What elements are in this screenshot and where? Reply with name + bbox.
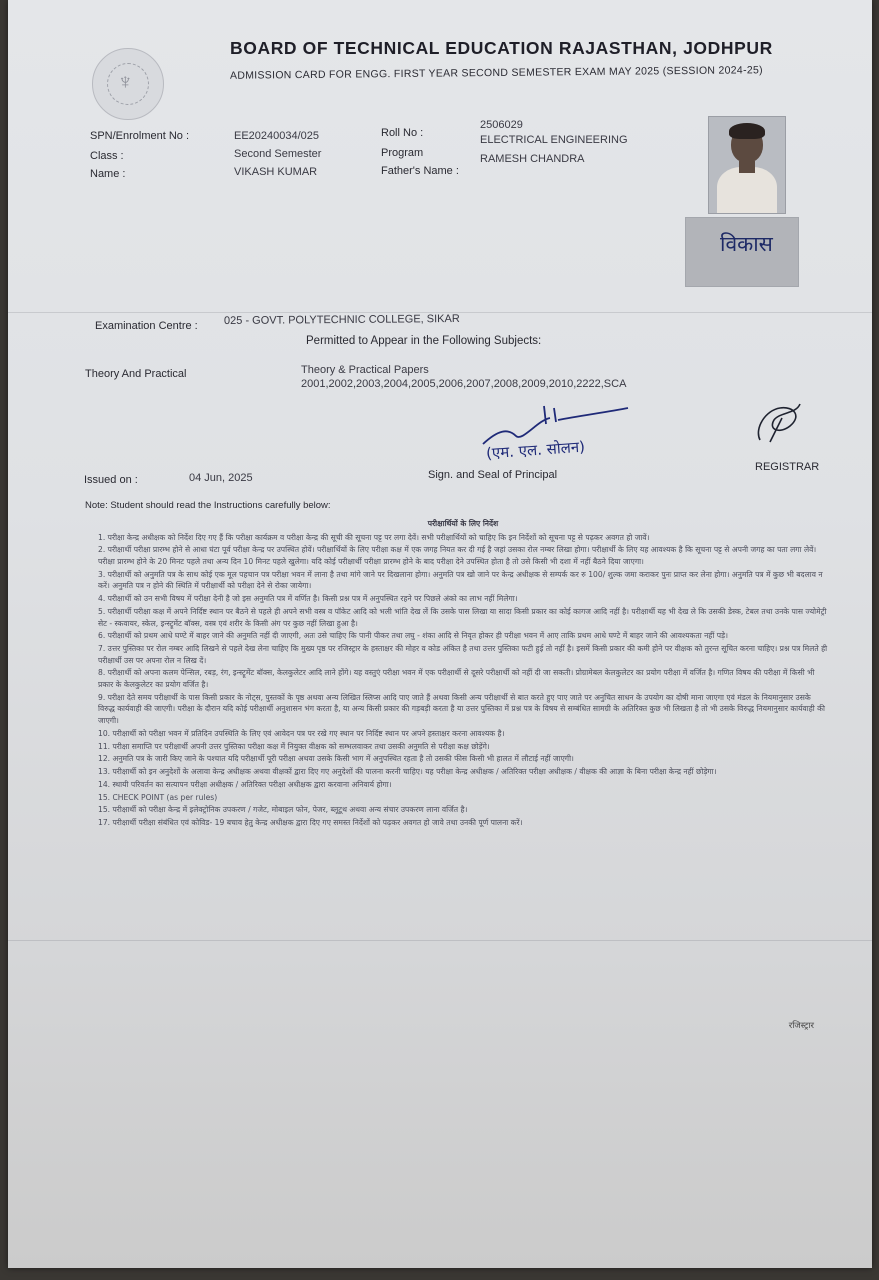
registrar-label: REGISTRAR	[755, 461, 820, 473]
spn-label: SPN/Enrolment No :	[90, 130, 190, 142]
fold-line	[8, 940, 872, 941]
instruction-item: 9. परीक्षा देते समय परीक्षार्थी के पास किसी प्रकार के नोट्स, पुस्तकों के पृष्ठ अथवा अन्य लिखित स्लिप्स आदि पाए जाते हैं अथवा किसी अन्य परीक्षार्थी से बात करते हुए पाए जाते पर अनुचित साधन के उपयोग का दोषी माना जाएगा एवं मंडल के नियमानुसार उसके विरुद्ध कार्यवाही की जाएगी। परीक्षा के दौरान यदि कोई परीक्षार्थी अनुशासन भंग करता है, या अन्य किसी प्रकार की गड़बड़ी करता है या उत्तर पुस्तिका में प्रश्न पत्र के विषय से सम्बंधित सामग्री के अतिरिक्त कुछ भी लिखता है तो भी उसके विरुद्ध नियमानुसार कार्यवाही की जाएगी।	[98, 692, 825, 725]
instruction-item: 2. परीक्षार्थी परीक्षा प्रारम्भ होने से आधा घंटा पूर्व परीक्षा केन्द्र पर उपस्थित होवें। परीक्षार्थियों के लिए परीक्षा कक्ष में एक जगह नियत कर दी गई है जहां उसका रोल नम्बर लिखा होगा। परीक्षार्थी के लिए यह आवश्यक है कि सूचना पट्ट से अपनी जगह का पता लगा लेवें। परीक्षा प्रारम्भ होने के 20 मिनट पहले तथा अन्य दिन 10 मिनट पहले खुलेगा। यदि कोई परीक्षार्थी परीक्षा प्रारम्भ होने के बाद परीक्षा देने उपस्थित होता है तो उसे किसी भी दशा में नहीं बैठने दिया जाएगा।	[98, 545, 817, 566]
instruction-item: 3. परीक्षार्थी को अनुमति पत्र के साथ कोई एक मूल पहचान पत्र परीक्षा भवन में लाना है तथा मांगे जाने पर दिखलाना होगा। अनुमति पत्र खो जाने पर केन्द्र अधीक्षक से सम्पर्क कर रु 100/ शुल्क जमा कराकर पुनः प्राप्त कर लेना होगा। अनुमति पत्र में कुछ भी बदलाव न करें। अनुमति पत्र न होने की स्थिति में परीक्षार्थी को परीक्षा देने से रोका जायेगा।	[98, 569, 823, 591]
centre-label: Examination Centre :	[95, 320, 198, 332]
instruction-item: 15. परीक्षार्थी को परीक्षा केन्द्र में इलेक्ट्रोनिक उपकरण / गजेट, मोबाइल फोन, पेजर, ब्लूटूथ अथवा अन्य संचार उपकरण लाना वर्जित है।	[98, 805, 468, 815]
instruction-item: 14. स्थायी परिवर्तन का सत्यापन परीक्षा अधीक्षक / अतिरिक्त परीक्षा अधीक्षक द्वारा करवाना अनिवार्य होगा।	[98, 779, 392, 789]
board-title: BOARD OF TECHNICAL EDUCATION RAJASTHAN, JODHPUR	[230, 38, 773, 58]
name-value: VIKASH KUMAR	[234, 166, 318, 178]
instruction-item: 8. परीक्षार्थी को अपना कलम पेन्सिल, रबड़, रंग, इन्स्ट्रूमेंट बॉक्स, केलकुलेटर आदि लाने होंगे। यह वस्तुएं परीक्षा भवन में एक परीक्षार्थी से दूसरे परीक्षार्थी को नहीं दी जा सकती। प्रोग्रामेबल केलकुलेटर का प्रयोग परीक्षा में वर्जित है। गणित विषय की परीक्षा में किसी भी प्रकार के केलकुलेटर का प्रयोग वर्जित है।	[98, 668, 815, 690]
father-value: RAMESH CHANDRA	[480, 153, 585, 165]
permitted-text: Permitted to Appear in the Following Subjects:	[306, 335, 542, 347]
theory-practical-label: Theory And Practical	[85, 368, 187, 380]
registrar-signature	[750, 400, 810, 450]
instruction-item: 10. परीक्षार्थी को परीक्षा भवन में प्रतिदिन उपस्थिति के लिए एवं आवेदन पत्र पर रखे गए स्थान पर निर्दिष्ट स्थान पर अपने हस्ताक्षर करना आवश्यक है।	[98, 728, 505, 738]
instructions-heading: परीक्षार्थियों के लिए निर्देश	[427, 519, 499, 528]
instruction-item: 13. परीक्षार्थी को इन अनुदेशों के अलावा केन्द्र अधीक्षक अथवा वीक्षकों द्वारा दिए गए अनुदेशों की पालना करनी चाहिए। यह परीक्षा केन्द्र अधीक्षक / अतिरिक्त परीक्षा अधीक्षक / वीक्षक की आज्ञा के बिना परीक्षा केन्द्र नहीं छोड़ेगा।	[98, 767, 717, 777]
instructions-section	[98, 518, 828, 830]
instruction-item: 11. परीक्षा समाप्ति पर परीक्षार्थी अपनी उत्तर पुस्तिका परीक्षा कक्ष में नियुक्त वीक्षक को सम्भलवाकर तथा उसकी अनुमति से परीक्षा कक्ष छोड़ेंगे।	[98, 741, 490, 751]
instruction-item: 4. परीक्षार्थी को उन सभी विषय में परीक्षा देनी है जो इस अनुमति पत्र में वर्णित है। किसी प्रश्न पत्र में अनुपस्थित रहने पर पिछले अंको का लाभ नहीं मिलेगा।	[98, 594, 518, 604]
admission-card-subtitle: ADMISSION CARD FOR ENGG. FIRST YEAR SECOND SEMESTER EXAM MAY 2025 (SESSION 2024-25)	[229, 64, 763, 82]
issued-label: Issued on :	[84, 474, 138, 486]
instruction-item: 7. उत्तर पुस्तिका पर रोल नम्बर आदि लिखने से पहले देख लेना चाहिए कि मुख्य पृष्ठ पर रजिस्ट्रार के हस्ताक्षर की मोहर व कोड अंकित है तथा उत्तर पुस्तिका फटी हुई तो नहीं है। इसमें किसी प्रकार की कमी होने पर वीक्षक को तुरन्त सूचित करना चाहिए। प्रश्न पत्र मिलते ही परीक्षार्थी उस पर अपना रोल न लिख दें।	[98, 644, 828, 665]
instruction-item: 17. परीक्षार्थी परीक्षा संबंधित एवं कोविड- 19 बचाव हेतु केन्द्र अधीक्षक द्वारा दिए गए समस्त निर्देशों को पढ़कर अवगत हो जावे तथा उनकी पूर्ण पालना करें।	[98, 818, 523, 828]
roll-value: 2506029	[480, 119, 523, 131]
instruction-item: 5. परीक्षार्थी परीक्षा कक्ष में अपने निर्दिष्ट स्थान पर बैठने से पहले ही अपने सभी वस्त्र व पॉकेट आदि को भली भांति देख लें कि उसके पास लिखा या सादा किसी प्रकार का कोई कागज आदि नहीं है। परीक्षार्थी यह भी देख ले कि उसकी डेस्क, टेबल तथा उनके पास ज्योमेट्री सेट - स्कवायर, स्केल, इन्स्ट्रूमेंट बॉक्स, वस्त्र एवं शरीर के किसी अंग पर कुछ नहीं लिखा हुआ है।	[98, 606, 827, 628]
admission-card	[8, 0, 872, 1268]
instruction-item: 12. अनुमति पत्र के जारी किए जाने के पश्चात यदि परीक्षार्थी पूरी परीक्षा अथवा उसके किसी भाग में अनुपस्थित रहता है तो उसकी फीस किसी भी हालत में लौटाई नहीं जाएगी।	[98, 754, 574, 764]
principal-label: Sign. and Seal of Principal	[428, 469, 558, 481]
father-label: Father's Name :	[381, 165, 459, 177]
program-label: Program	[381, 147, 424, 159]
papers-value: 2001,2002,2003,2004,2005,2006,2007,2008,2009,2010,2222,SCA	[301, 378, 627, 390]
program-value: ELECTRICAL ENGINEERING	[480, 134, 628, 146]
student-signature-box	[685, 217, 799, 287]
instruction-item: 6. परीक्षार्थी को प्रथम आधे घण्टे में बाहर जाने की अनुमति नहीं दी जाएगी, अतः उसे चाहिए कि पानी पीकर तथा लघु - शंका आदि से निवृत होकर ही परीक्षा भवन में आए ताकि प्रथम आधे घण्टे में बाहर जाने की आवश्यकता नहीं पड़े।	[98, 631, 728, 641]
instruction-item: 1. परीक्षा केन्द्र अधीक्षक को निर्देश दिए गए हैं कि परीक्षा कार्यक्रम व परीक्षा केन्द्र की सूची की सूचना पट्ट पर लगा देवें। सभी परीक्षार्थियों को चाहिए कि इन निर्देशों को सूचना पट्ट से पढ़कर अवगत हो जावें।	[98, 532, 650, 542]
class-value: Second Semester	[234, 148, 322, 160]
instruction-item: 15. CHECK POINT (as per rules)	[98, 792, 218, 802]
student-signature: विकास	[720, 232, 773, 256]
registrar-footer-hi: रजिस्ट्रार	[788, 1021, 814, 1031]
board-logo: ♆	[92, 48, 164, 120]
instructions-note: Note: Student should read the Instructions carefully below:	[85, 500, 331, 511]
principal-name-stamp: (एम. एल. सोलन)	[485, 437, 586, 463]
centre-value: 025 - GOVT. POLYTECHNIC COLLEGE, SIKAR	[223, 312, 460, 328]
papers-label: Theory & Practical Papers	[301, 364, 429, 376]
student-photo	[708, 116, 786, 214]
class-label: Class :	[90, 150, 124, 162]
issued-date: 04 Jun, 2025	[189, 472, 253, 484]
name-label: Name :	[90, 168, 126, 180]
spn-value: EE20240034/025	[234, 130, 320, 142]
roll-label: Roll No :	[381, 127, 424, 139]
